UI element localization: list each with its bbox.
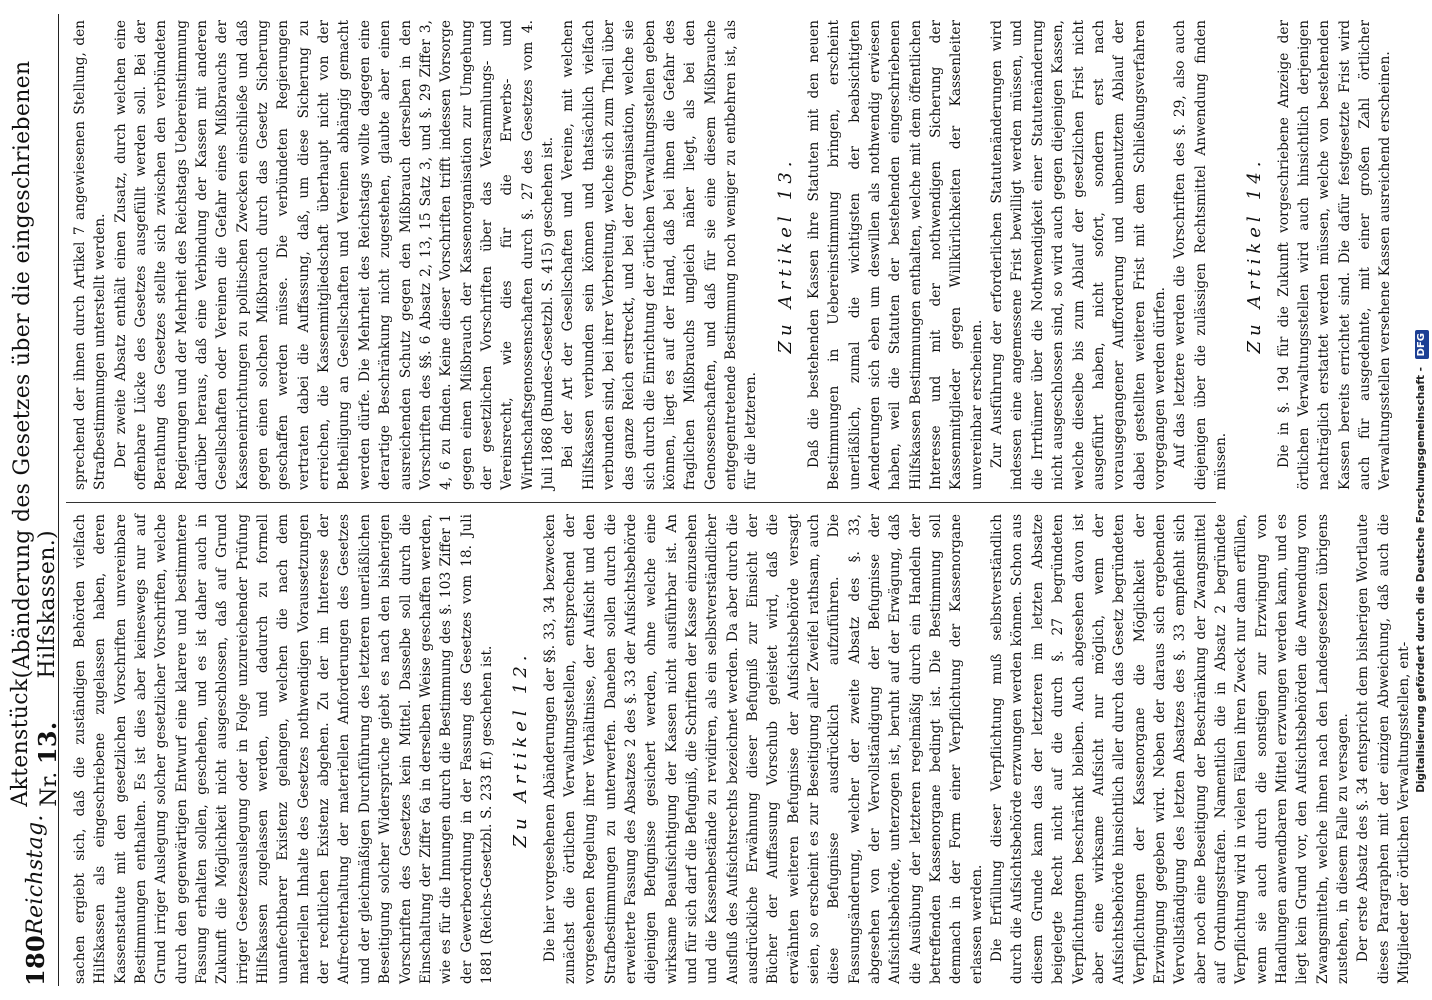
right-paragraph-1: sprechend der ihnen durch Artikel 7 angewiesenen Stellung, den Strafbestimmungen unterstellt werden. bbox=[72, 20, 109, 490]
page-header bbox=[8, 14, 62, 986]
dfg-logo: DFG bbox=[1415, 330, 1429, 359]
digitization-credit bbox=[1412, 330, 1430, 990]
right-paragraph-3: Bei der Art der Gesellschaften und Vereine, mit welchen Hilfskassen verbunden sein können und thatsächlich vielfach verbunden sind, bei ihrer Verbreitung, welche sich zum Theil über das ganze Reich erstreckt, und bei der Organisation, welche sie sich durch die Einrichtung der örtlichen Verwaltungsstellen geben können, liegt es auf der Hand, daß bei ihnen die Gefahr des fraglichen Mißbrauchs ungleich näher liegt, als bei den Genossenschaften, und daß für sie eine diesem Mißbrauche entgegentretende Bestimmung noch weniger zu entbehren ist, als für die letzteren. bbox=[560, 20, 760, 490]
page-number: 180 bbox=[20, 935, 50, 986]
left-paragraph-2: Die hier vorgesehenen Abänderungen der §§. 33, 34 bezwecken zunächst die örtlichen Verwaltungsstellen, entsprechend der vorgesehenen Regelung ihrer Verhältnisse, der Aufsicht und den Strafbestimmungen zu unterwerfen. Daneben sollen durch die erweiterte Fassung des Absatzes 2 des §. 33 der Aufsichtsbehörde diejenigen Befugnisse gesichert werden, ohne welche eine wirksame Beaufsichtigung der Kassen nicht ausführbar ist. An und für sich darf die Befugniß, die Schriften der Kasse einzusehen und die Kassenbestände zu revidiren, als ein selbstverständlicher Ausfluß des Aufsichtsrechts bezeichnet werden. Da aber durch die ausdrückliche Erwähnung dieser Befugniß zur Einsicht der Bücher der Auffassung Vorschub geleistet wird, daß die erwähnten weiteren Befugnisse der Aufsichtsbehörde versagt seien, so erscheint es zur Beseitigung aller Zweifel rathsam, auch diese Befugnisse ausdrücklich aufzuführen. Die Fassungsänderung, welcher der zweite Absatz des §. 33, abgesehen von der Vervollständigung der Befugnisse der Aufsichtsbehörde, unterzogen ist, beruht auf der Erwägung, daß die Ausübung der letzteren regelmäßig durch ein Handeln der betreffenden Kassenorgane bedingt ist. Die Bestimmung soll demnach in der Form einer Verpflichtung der Kassenorgane erlassen werden. bbox=[541, 514, 985, 984]
heading-article-14: Zu Artikel 14. bbox=[1244, 156, 1266, 354]
heading-article-13: Zu Artikel 13. bbox=[774, 156, 796, 354]
header-right-title: (Abänderung des Gesetzes über die eingeschriebenen Hilfskassen.) bbox=[10, 60, 60, 679]
left-paragraph-1: sachen ergiebt sich, daß die zuständigen Behörden vielfach Hilfskassen als eingeschriebene zugelassen haben, deren Kassenstatute mit den gesetzlichen Vorschriften unvereinbare Bestimmungen enthalten. Es ist dies aber keineswegs nur auf Grund irriger Auslegung solcher gesetzlicher Vorschriften, welche durch den gegenwärtigen Entwurf eine klarere und bestimmtere Fassung erhalten sollen, geschehen, und es ist daher auch in Zukunft die Möglichkeit nicht ausgeschlossen, daß auf Grund irriger Gesetzesauslegung oder in Folge unzureichender Prüfung Hilfskassen zugelassen werden, und dadurch zu formell unanfechtbarer Existenz gelangen, welchen die nach dem materiellen Inhalte des Gesetzes nothwendigen Voraussetzungen der rechtlichen Existenz abgehen. Zu der im Interesse der Aufrechterhaltung der materiellen Anforderungen des Gesetzes und der gleichmäßigen Durchführung des letzteren unerläßlichen Beseitigung solcher Widersprüche giebt es nach den bisherigen Vorschriften des Gesetzes kein Mittel. Dasselbe soll durch die Einschaltung der Ziffer 6a in derselben Weise geschaffen werden, wie es für die Innungen durch die Bestimmung des §. 103 Ziffer 1 der Gewerbeordnung in der Fassung des Gesetzes vom 18. Juli 1881 (Reichs-Gesetzbl. S. 233 ff.) geschehen ist. bbox=[72, 514, 495, 984]
header-center-title bbox=[8, 679, 62, 807]
column-divider bbox=[66, 502, 1216, 503]
right-paragraph-2: Der zweite Absatz enthält einen Zusatz, durch welchen eine offenbare Lücke des Gesetzes ausgefüllt werden soll. Bei der Berathung des Gesetzes stellte sich zwischen den verbündeten Regierungen und der Mehrheit des Reichstags Uebereinstimmung darüber heraus, daß eine Verbindung der Kassen mit anderen Gesellschaften oder Vereinen die Gefahr eines Mißbrauchs der Kasseneinrichtungen zu politischen Zwecken einschließe und daß gegen einen solchen Mißbrauch durch das Gesetz Sicherung geschaffen werden müsse. Die verbündeten Regierungen vertraten dabei die Auffassung, daß, um diese Sicherung zu erreichen, die Kassenmitgliedschaft überhaupt nicht von der Betheiligung an Gesellschaften und Vereinen abhängig gemacht werden dürfe. Die Mehrheit des Reichstags wollte dagegen eine derartige Beschränkung nicht zugestehen, glaubte aber einen ausreichenden Schutz gegen den Mißbrauch derselben in den Vorschriften des §§. 6 Absatz 2, 13, 15 Satz 3, und §. 29 Ziffer 3, 4, 6 zu finden. Keine dieser Vorschriften trifft indessen Vorsorge gegen einen Mißbrauch der Kassenorganisation zur Umgehung der gesetzlichen Vorschriften über das Versammlungs- und Vereinsrecht, wie dies für die Erwerbs- und Wirthschaftsgenossenschaften durch §. 27 des Gesetzes vom 4. Juli 1868 (Bundes-Gesetzbl. S. 415) geschehen ist. bbox=[112, 20, 556, 490]
left-paragraph-3: Die Erfüllung dieser Verpflichtung muß selbstverständlich durch die Aufsichtsbehörde erzwungen werden können. Schon aus diesem Grunde kann das der letzteren im letzten Absatze beigelegte Recht nicht auf die durch §. 27 begründeten Verpflichtungen beschränkt bleiben. Auch abgesehen davon ist aber eine wirksame Aufsicht nur möglich, wenn der Aufsichtsbehörde hinsichtlich aller durch das Gesetz begründeten Verpflichtungen der Kassenorgane die Möglichkeit der Erzwingung gegeben wird. Neben der daraus sich ergebenden Vervollständigung des letzten Absatzes des §. 33 empfiehlt sich aber noch eine Beseitigung der Beschränkung der Zwangsmittel auf Ordnungsstrafen. Namentlich die in Absatz 2 begründete Verpflichtung wird in vielen Fällen ihren Zweck nur dann erfüllen, wenn sie auch durch die sonstigen zur Erzwingung von Handlungen anwendbaren Mittel erzwungen werden kann, und es liegt kein Grund vor, den Aufsichtsbehörden die Anwendung von Zwangsmitteln, welche ihnen nach den Landesgesetzen übrigens zustehen, in diesem Falle zu versagen. bbox=[989, 514, 1351, 984]
right-paragraph-4: Daß die bestehenden Kassen ihre Statuten mit den neuen Bestimmungen in Uebereinstimmung bringen, erscheint unerläßlich, zumal die wichtigsten der beabsichtigten Aenderungen sich eben um deswillen als nothwendig erwiesen haben, weil die Statuten der bestehenden eingeschriebenen Hilfskassen Bestimmungen enthalten, welche mit dem öffentlichen Interesse und mit der nothwendigen Sicherung der Kassenmitglieder gegen Willkürlichkeiten der Kassenleiter unvereinbar erscheinen. bbox=[806, 20, 985, 490]
right-paragraph-5: Zur Ausführung der erforderlichen Statutenänderungen wird indessen eine angemessene Frist bewilligt werden müssen, und die Irrthümer über die Nothwendigkeit einer Statutenänderung nicht ausgeschlossen sind, so wird auch gegen diejenigen Kassen, welche dieselbe bis zum Ablauf der gesetzlichen Frist nicht ausgeführt haben, nicht sofort, sondern erst nach vorausgegangener Aufforderung und unbenutztem Ablauf der dabei gestellten weiteren Frist mit dem Schließungsverfahren vorgegangen werden dürfen. bbox=[989, 20, 1168, 490]
digitization-note: Digitalisierung gefördert durch die Deutsche Forschungsgemeinschaft - bbox=[1415, 367, 1427, 793]
left-paragraph-4: Der erste Absatz des §. 34 entspricht dem bisherigen Wortlaute dieses Paragraphen mit der einzigen Abweichung, daß auch die Mitglieder der örtlichen Verwaltungsstellen, ent- bbox=[1355, 514, 1412, 984]
heading-article-12: Zu Artikel 12. bbox=[510, 650, 532, 848]
header-document-number: 13. bbox=[33, 721, 62, 765]
left-text-column bbox=[70, 514, 1414, 984]
right-paragraph-7: Die in §. 19d für die Zukunft vorgeschriebene Anzeige der örtlichen Verwaltungsstellen wird auch hinsichtlich derjenigen nachträglich erstattet werden müssen, welche von bestehenden Kassen bereits errichtet sind. Die dafür festgesetzte Frist wird auch für ausgedehnte, mit einer großen Zahl örtlicher Verwaltungsstellen versehene Kassen ausreichend erscheinen. bbox=[1275, 20, 1394, 490]
header-left-title: Reichstag. bbox=[22, 814, 48, 935]
right-text-column bbox=[70, 20, 1396, 490]
right-paragraph-6: Auf das letztere werden die Vorschriften des §. 29, also auch diejenigen über die zulässigen Rechtsmittel Anwendung finden müssen. bbox=[1172, 20, 1229, 490]
header-center-prefix: Aktenstück Nr. bbox=[8, 678, 62, 807]
